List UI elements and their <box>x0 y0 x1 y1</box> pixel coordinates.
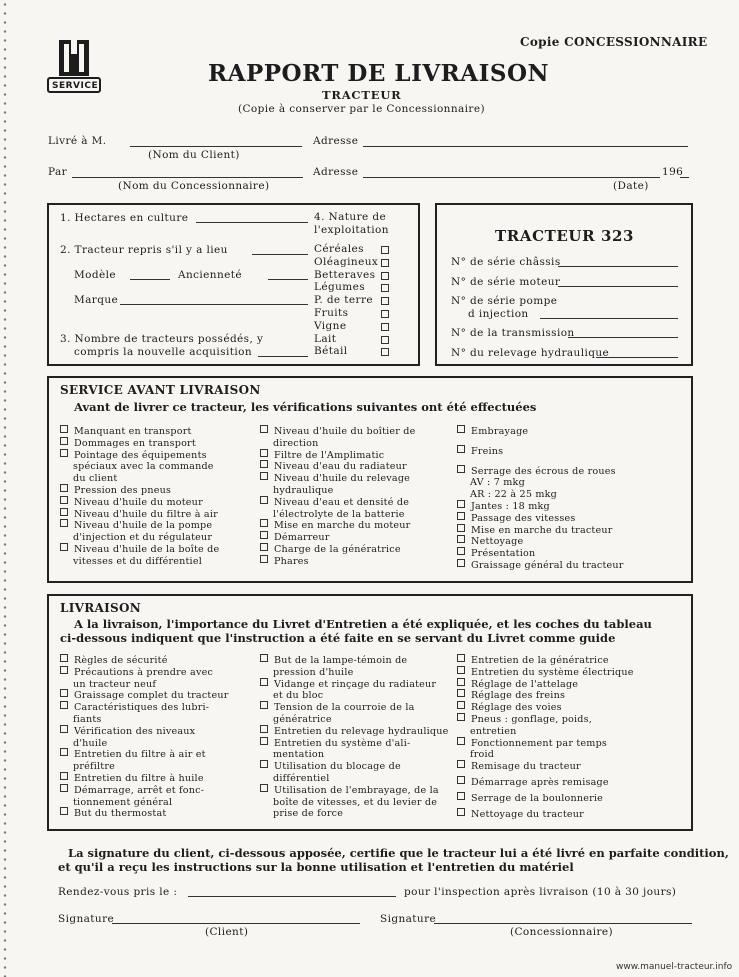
item-label: Nettoyage du tracteur <box>471 808 584 820</box>
item-label: préfiltre <box>73 761 116 773</box>
item-label: spéciaux avec la commande <box>73 461 214 473</box>
checkbox[interactable] <box>60 496 68 504</box>
service-item-text <box>60 449 214 462</box>
livraison-intro-2: ci-dessous indiquent que l'instruction a été faite en se servant du Livret comme guide <box>60 631 616 645</box>
checkbox[interactable] <box>457 559 465 567</box>
subtitle: TRACTEUR <box>322 88 402 102</box>
item-label: d'huile <box>73 737 108 749</box>
checkbox[interactable] <box>457 689 465 697</box>
item-label: Entretien du filtre à huile <box>74 773 204 784</box>
checkbox[interactable] <box>60 784 68 792</box>
checkbox[interactable] <box>457 512 465 520</box>
item-label: mentation <box>273 749 325 761</box>
checkbox[interactable] <box>260 760 268 768</box>
year-prefix: 196 <box>662 166 684 178</box>
tractor-field-line[interactable] <box>558 266 678 267</box>
livraison-check-item[interactable] <box>260 654 407 679</box>
item-label: But du thermostat <box>74 808 167 820</box>
item-label: d'injection et du régulateur <box>73 532 213 544</box>
header-note: (Copie à conserver par le Concessionnaire) <box>238 103 485 115</box>
service-item-text <box>260 425 416 438</box>
nom-concessionnaire-caption: (Nom du Concessionnaire) <box>118 180 270 192</box>
checkbox[interactable] <box>457 678 465 686</box>
tractor-field-line[interactable] <box>568 337 678 338</box>
crop-checkbox[interactable] <box>381 310 389 318</box>
checkbox[interactable] <box>60 748 68 756</box>
service-check-item[interactable] <box>60 449 214 485</box>
checkbox[interactable] <box>260 725 268 733</box>
checkbox[interactable] <box>260 737 268 745</box>
q4-line2: l'exploitation <box>314 224 389 236</box>
service-check-item[interactable] <box>260 496 409 521</box>
checkbox[interactable] <box>260 449 268 457</box>
item-label: Freins <box>471 445 504 457</box>
statement-line-2: et qu'il a reçu les instructions sur la bonne utilisation et l'entretien du matériel <box>58 860 574 874</box>
crop-checkbox[interactable] <box>381 348 389 356</box>
service-title: SERVICE AVANT LIVRAISON <box>60 383 261 397</box>
item-label: AR : 22 à 25 mkg <box>470 489 558 501</box>
signature-dealer-label: Signature <box>380 913 437 925</box>
item-label: Mise en marche du tracteur <box>471 524 613 536</box>
client-address-line[interactable] <box>363 146 688 147</box>
checkbox[interactable] <box>260 701 268 709</box>
livraison-item-text <box>260 760 401 773</box>
service-check-item[interactable] <box>60 519 212 544</box>
livraison-item-text <box>60 701 209 714</box>
livraison-intro-1: A la livraison, l'importance du Livret d'Entretien a été expliquée, et les coches du tableau <box>74 617 652 631</box>
item-label: Fonctionnement par temps <box>471 737 608 749</box>
livraison-item-text <box>457 792 603 805</box>
item-label: Règles de sécurité <box>74 655 168 666</box>
item-label: Entretien de la génératrice <box>471 655 609 666</box>
anciennete-line[interactable] <box>268 279 308 280</box>
adresse-label-1: Adresse <box>313 135 359 147</box>
item-label: Manquant en transport <box>74 426 192 437</box>
checkbox[interactable] <box>457 425 465 433</box>
checkbox[interactable] <box>260 531 268 539</box>
item-label: Niveau d'eau du radiateur <box>274 461 407 473</box>
livraison-check-item[interactable] <box>260 678 436 703</box>
item-label: Démarreur <box>274 532 330 544</box>
livraison-item-text <box>60 784 204 797</box>
service-check-item[interactable] <box>457 425 528 438</box>
item-label: Dommages en transport <box>74 437 196 449</box>
livraison-item-text <box>457 737 607 750</box>
livraison-item-text <box>260 784 439 797</box>
item-label: Jantes : 18 mkg <box>471 501 550 512</box>
checkbox[interactable] <box>60 519 68 527</box>
item-label: fiants <box>73 713 102 725</box>
item-label: direction <box>273 437 319 449</box>
dealer-name-line[interactable] <box>72 177 303 178</box>
livraison-item-text <box>457 760 581 773</box>
checkbox[interactable] <box>457 445 465 453</box>
checkbox[interactable] <box>457 654 465 662</box>
rdv-label: Rendez-vous pris le : <box>58 886 178 898</box>
item-label: Précautions à prendre avec <box>74 666 214 678</box>
item-label: Phares <box>274 555 309 567</box>
checkbox[interactable] <box>60 437 68 445</box>
livraison-item-text <box>60 807 166 820</box>
livraison-item-text <box>260 737 410 750</box>
checkbox[interactable] <box>260 543 268 551</box>
crop-label: Oléagineux <box>314 255 379 268</box>
service-check-item[interactable] <box>457 559 624 572</box>
item-label: Niveau d'huile du moteur <box>74 496 203 508</box>
nombre-tracteurs-line[interactable] <box>258 356 308 357</box>
checkbox[interactable] <box>260 654 268 662</box>
item-label: AV : 7 mkg <box>470 477 525 489</box>
crop-label: Céréales <box>314 243 364 255</box>
item-label: Niveau d'huile du relevage <box>274 473 411 485</box>
item-label: Serrage de la boulonnerie <box>471 792 604 804</box>
rdv-date-line[interactable] <box>188 896 396 897</box>
item-label: Graissage complet du tracteur <box>74 690 229 702</box>
page-title: RAPPORT DE LIVRAISON <box>208 60 550 87</box>
crop-label: Betteraves <box>314 268 376 281</box>
checkbox[interactable] <box>457 760 465 768</box>
service-check-item[interactable] <box>60 543 219 568</box>
crop-label: P. de terre <box>314 294 373 307</box>
crop-checkbox[interactable] <box>381 246 389 254</box>
checkbox[interactable] <box>60 807 68 815</box>
marque-line[interactable] <box>120 304 308 305</box>
tractor-field-label: N° de série moteur <box>451 276 561 288</box>
livraison-check-item[interactable] <box>60 807 166 820</box>
checkbox[interactable] <box>457 713 465 721</box>
service-check-item[interactable] <box>260 472 410 497</box>
crop-checkbox[interactable] <box>381 323 389 331</box>
item-label: Réglage des voies <box>471 702 562 714</box>
date-caption: (Date) <box>613 180 649 192</box>
livraison-check-item[interactable] <box>260 760 401 785</box>
item-label: un tracteur neuf <box>73 678 157 690</box>
tractor-field-label: N° de série pompe <box>451 295 558 307</box>
livraison-item-text <box>260 701 415 714</box>
checkbox[interactable] <box>60 725 68 733</box>
crop-label: Bétail <box>314 345 348 358</box>
checkbox[interactable] <box>60 449 68 457</box>
checkbox[interactable] <box>457 792 465 800</box>
item-label: Niveau d'huile de la boîte de <box>74 544 220 555</box>
livraison-check-item[interactable] <box>457 737 607 762</box>
item-label: Utilisation du blocage de <box>274 761 401 773</box>
tractor-field-label: N° de série châssis <box>451 256 561 268</box>
item-label: Entretien du système d'ali- <box>274 737 411 749</box>
checkbox[interactable] <box>60 689 68 697</box>
checkbox[interactable] <box>457 535 465 543</box>
item-label: Charge de la génératrice <box>274 544 401 555</box>
crop-checkbox[interactable] <box>381 297 389 305</box>
item-label: et du bloc <box>273 690 324 702</box>
item-label: Démarrage, arrêt et fonc- <box>74 784 205 796</box>
livraison-item-text <box>457 808 584 821</box>
item-label: différentiel <box>273 772 330 784</box>
service-item-text <box>457 445 503 458</box>
livraison-check-item[interactable] <box>260 737 410 762</box>
q4-line1: 4. Nature de <box>314 211 387 223</box>
item-label: l'électrolyte de la batterie <box>273 508 405 520</box>
item-label: Utilisation de l'embrayage, de la <box>274 784 439 796</box>
service-check-item[interactable] <box>457 465 616 501</box>
item-label: Pression des pneus <box>74 485 172 496</box>
checkbox[interactable] <box>457 808 465 816</box>
checkbox[interactable] <box>260 425 268 433</box>
tractor-field-label: N° du relevage hydraulique <box>451 347 610 359</box>
client-name-line[interactable] <box>130 146 302 147</box>
checkbox[interactable] <box>457 465 465 473</box>
anciennete-label: Ancienneté <box>178 269 242 281</box>
q1-label: 1. Hectares en culture <box>60 212 189 224</box>
crop-checkbox[interactable] <box>381 259 389 267</box>
service-item-text <box>60 519 212 532</box>
item-label: Pointage des équipements <box>74 449 207 461</box>
perforation-edge <box>3 0 7 977</box>
livraison-check-item[interactable] <box>457 713 592 738</box>
item-label: tionnement général <box>73 796 173 808</box>
checkbox[interactable] <box>457 666 465 674</box>
service-item-text <box>457 559 624 572</box>
tractor-field-line[interactable] <box>558 286 678 287</box>
item-label: Vérification des niveaux <box>74 725 196 737</box>
item-label: Caractéristiques des lubri- <box>74 702 210 714</box>
checkbox[interactable] <box>60 654 68 662</box>
checkbox[interactable] <box>260 460 268 468</box>
service-item-text <box>260 555 309 568</box>
item-label: But de la lampe-témoin de <box>274 655 408 666</box>
item-label: prise de force <box>273 808 344 820</box>
item-label: Nettoyage <box>471 536 524 548</box>
livraison-title: LIVRAISON <box>60 601 142 615</box>
logo-service-text: SERVICE <box>52 81 99 91</box>
tractor-field-label: d injection <box>468 308 529 320</box>
checkbox[interactable] <box>457 524 465 532</box>
checkbox[interactable] <box>60 484 68 492</box>
checkbox[interactable] <box>260 678 268 686</box>
item-label: Niveau d'huile de la pompe <box>74 520 213 532</box>
q2-label: 2. Tracteur repris s'il y a lieu <box>60 244 228 256</box>
checkbox[interactable] <box>260 784 268 792</box>
checkbox[interactable] <box>457 500 465 508</box>
tractor-field-line[interactable] <box>540 318 678 319</box>
tractor-field-line[interactable] <box>596 357 678 358</box>
livraison-item-text <box>60 666 213 679</box>
hectares-line[interactable] <box>196 222 308 223</box>
service-item-text <box>60 461 214 473</box>
crop-checkbox[interactable] <box>381 272 389 280</box>
item-label: Niveau d'eau et densité de <box>274 496 410 508</box>
service-check-item[interactable] <box>457 445 503 458</box>
livraison-item-text <box>260 678 436 691</box>
item-label: Graissage général du tracteur <box>471 560 624 571</box>
checkbox[interactable] <box>60 508 68 516</box>
service-item-text <box>60 543 219 556</box>
item-label: Niveau d'huile du boîtier de <box>274 426 416 437</box>
item-label: Remisage du tracteur <box>471 761 581 773</box>
item-label: du client <box>73 473 118 485</box>
livraison-check-item[interactable] <box>60 784 204 809</box>
checkbox[interactable] <box>60 425 68 433</box>
item-label: pression d'huile <box>273 666 354 678</box>
checkbox[interactable] <box>457 547 465 555</box>
service-check-item[interactable] <box>260 555 309 568</box>
item-label: Entretien du filtre à air et <box>74 749 206 761</box>
item-label: Filtre de l'Amplimatic <box>274 449 385 461</box>
checkbox[interactable] <box>60 666 68 674</box>
adresse-label-2: Adresse <box>313 166 359 178</box>
livraison-check-item[interactable] <box>60 701 209 726</box>
checkbox[interactable] <box>60 701 68 709</box>
checkbox[interactable] <box>260 519 268 527</box>
year-line[interactable] <box>680 177 689 178</box>
service-item-text <box>457 425 528 438</box>
item-label: Passage des vitesses <box>471 512 576 524</box>
modele-line[interactable] <box>130 279 170 280</box>
signature-client-line[interactable] <box>112 923 360 924</box>
nom-client-caption: (Nom du Client) <box>148 149 240 161</box>
item-label: Vidange et rinçage du radiateur <box>274 678 437 690</box>
item-label: entretien <box>470 725 517 737</box>
tracteur-repris-line[interactable] <box>252 254 308 255</box>
crop-label: Fruits <box>314 307 349 319</box>
tractor-model: TRACTEUR 323 <box>495 227 635 245</box>
service-item-text <box>260 496 409 509</box>
livraison-item-text <box>60 725 195 738</box>
statement-line-1: La signature du client, ci-dessous apposée, certifie que le tracteur lui a été livré en parfaite condition, <box>68 846 729 860</box>
checkbox[interactable] <box>260 472 268 480</box>
modele-label: Modèle <box>74 269 116 281</box>
rdv-suffix: pour l'inspection après livraison (10 à 30 jours) <box>404 886 677 898</box>
livraison-check-item[interactable] <box>457 792 603 805</box>
marque-label: Marque <box>74 294 119 306</box>
checkbox[interactable] <box>457 737 465 745</box>
service-item-text <box>457 477 616 489</box>
livre-a-label: Livré à M. <box>48 135 107 147</box>
item-label: Mise en marche du moteur <box>274 520 411 532</box>
checkbox[interactable] <box>260 496 268 504</box>
checkbox[interactable] <box>457 776 465 784</box>
livraison-check-item[interactable] <box>260 784 439 820</box>
livraison-item-text <box>260 808 439 820</box>
client-caption: (Client) <box>205 926 249 938</box>
crop-checkbox[interactable] <box>381 284 389 292</box>
checkbox[interactable] <box>60 772 68 780</box>
item-label: boîte de vitesses, et du levier de <box>273 796 438 808</box>
livraison-check-item[interactable] <box>457 808 584 821</box>
item-label: Pneus : gonflage, poids, <box>471 714 592 725</box>
service-item-text <box>60 556 219 568</box>
checkbox[interactable] <box>60 543 68 551</box>
item-label: hydraulique <box>273 484 334 496</box>
livraison-check-item[interactable] <box>260 701 415 726</box>
item-label: Présentation <box>471 548 536 560</box>
item-label: Tension de la courroie de la <box>274 702 415 714</box>
service-intro: Avant de livrer ce tracteur, les vérifications suivantes ont été effectuées <box>74 400 537 414</box>
livraison-check-item[interactable] <box>60 748 206 773</box>
service-check-item[interactable] <box>260 425 416 450</box>
crop-checkbox[interactable] <box>381 336 389 344</box>
service-item-text <box>260 472 410 485</box>
item-label: Réglage des freins <box>471 690 566 702</box>
service-item-text <box>457 465 616 478</box>
signature-client-label: Signature <box>58 913 115 925</box>
tractor-field-label: N° de la transmission <box>451 327 575 339</box>
livraison-check-item[interactable] <box>457 760 581 773</box>
dealer-address-line[interactable] <box>363 177 660 178</box>
livraison-item-text <box>457 776 609 789</box>
checkbox[interactable] <box>457 701 465 709</box>
item-label: génératrice <box>273 713 332 725</box>
item-label: Entretien du système électrique <box>471 666 634 678</box>
signature-dealer-line[interactable] <box>434 923 692 924</box>
item-label: Démarrage après remisage <box>471 777 609 788</box>
livraison-check-item[interactable] <box>457 776 609 789</box>
par-label: Par <box>48 166 68 178</box>
crop-label: Vigne <box>314 319 347 332</box>
crop-label: Lait <box>314 332 337 345</box>
watermark: www.manuel-tracteur.info <box>616 962 733 972</box>
copy-label: Copie CONCESSIONNAIRE <box>520 35 708 49</box>
crop-label: Légumes <box>314 281 366 294</box>
livraison-item-text <box>60 748 206 761</box>
item-label: Serrage des écrous de roues <box>471 465 616 477</box>
livraison-check-item[interactable] <box>60 725 195 750</box>
q3-line2: compris la nouvelle acquisition <box>74 346 252 358</box>
item-label: vitesses et du différentiel <box>73 555 202 567</box>
item-label: Niveau d'huile du filtre à air <box>74 508 218 520</box>
concessionnaire-caption: (Concessionnaire) <box>510 926 614 938</box>
item-label: Entretien du relevage hydraulique <box>274 725 449 737</box>
livraison-item-text <box>260 654 407 667</box>
livraison-item-text <box>260 797 439 809</box>
livraison-item-text <box>457 713 592 726</box>
item-label: froid <box>470 749 495 761</box>
checkbox[interactable] <box>260 555 268 563</box>
q3-line1: 3. Nombre de tracteurs possédés, y <box>60 333 264 345</box>
item-label: Réglage de l'attelage <box>471 678 579 690</box>
item-label: Embrayage <box>471 426 529 437</box>
livraison-check-item[interactable] <box>60 666 213 691</box>
